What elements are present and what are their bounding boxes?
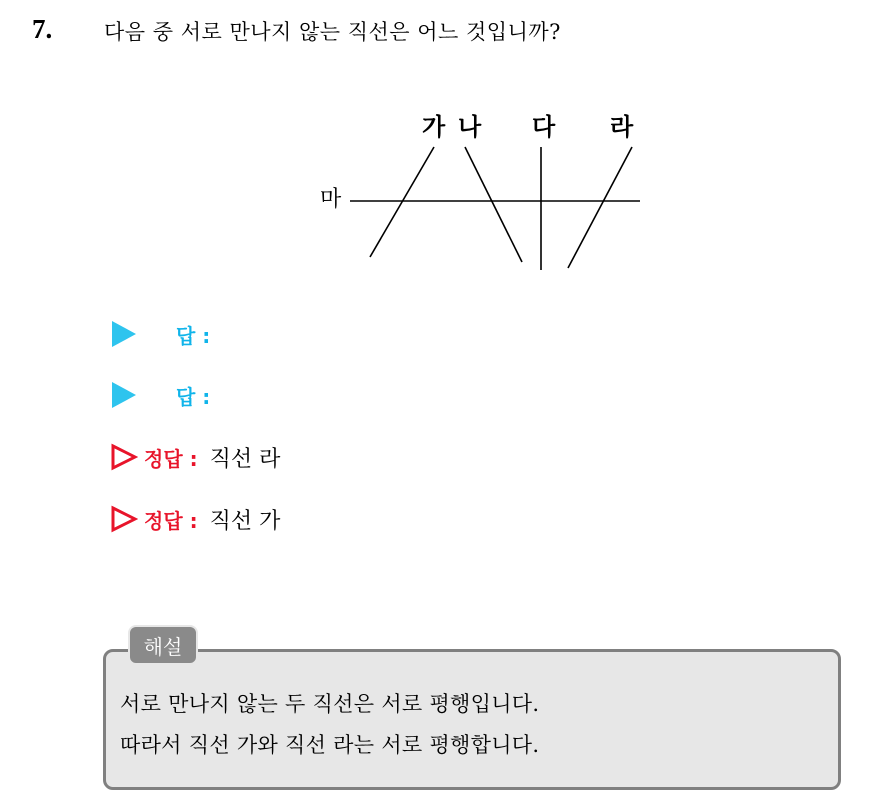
label-da: 다 xyxy=(532,112,556,141)
explanation-box xyxy=(103,649,841,790)
explanation-line-1: 서로 만나지 않는 두 직선은 서로 평행입니다. xyxy=(120,692,540,716)
lines-figure xyxy=(300,100,680,290)
line-ra xyxy=(568,147,632,268)
label-ra: 라 xyxy=(610,112,634,141)
correct-answer-value: 직선 라 xyxy=(209,446,281,472)
question-text: 다음 중 서로 만나지 않는 직선은 어느 것입니까? xyxy=(104,20,561,44)
question-number: 7. xyxy=(32,14,53,44)
explanation-line-2: 따라서 직선 가와 직선 라는 서로 평행합니다. xyxy=(120,733,540,757)
answer-label: 답 : xyxy=(176,323,211,348)
explanation-tag: 해설 xyxy=(128,625,198,665)
correct-answer-value: 직선 가 xyxy=(209,508,281,534)
answer-row-blank-2 xyxy=(108,378,210,412)
label-ma: 마 xyxy=(320,187,342,212)
correct-answer-row-1 xyxy=(108,440,280,474)
answer-row-blank-1 xyxy=(108,317,210,351)
line-ga xyxy=(370,147,434,257)
play-triangle-icon xyxy=(112,382,136,408)
play-triangle-icon xyxy=(112,321,136,347)
outline-triangle-icon xyxy=(110,443,138,471)
correct-answer-label: 정답 : xyxy=(144,508,198,533)
correct-answer-label: 정답 : xyxy=(144,446,198,471)
label-ga: 가 xyxy=(422,112,446,141)
correct-answer-row-2 xyxy=(108,502,280,536)
label-na: 나 xyxy=(458,112,482,141)
line-na xyxy=(465,147,522,262)
answer-label: 답 : xyxy=(176,384,211,409)
outline-triangle-icon xyxy=(110,505,138,533)
